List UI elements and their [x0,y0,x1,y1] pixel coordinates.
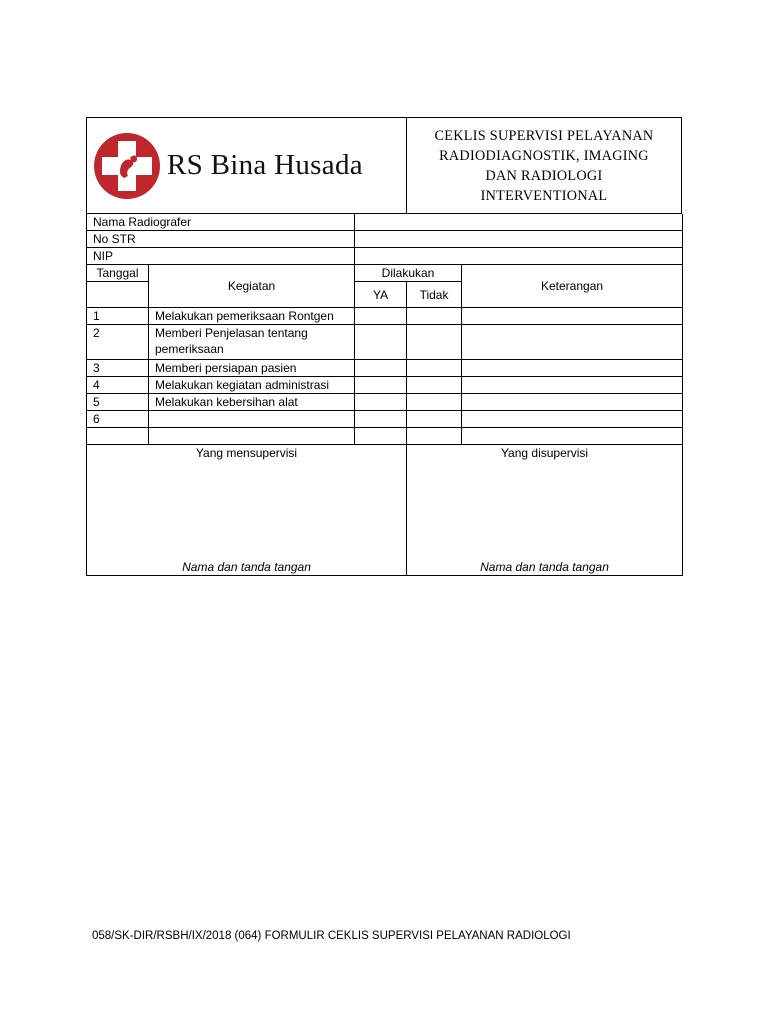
row-number: 2 [87,325,149,360]
ya-checkbox-cell[interactable] [355,308,407,325]
ya-checkbox-cell[interactable] [355,377,407,394]
supervisor-name-signature-label: Nama dan tanda tangan [182,560,311,574]
checklist-table [86,214,683,576]
nama-radiografer-label: Nama Radiografer [87,214,355,231]
row-activity: Melakukan kebersihan alat [149,394,355,411]
row-number[interactable] [87,428,149,445]
table-row [87,394,683,411]
title-line: RADIODIAGNOSTIK, IMAGING [439,147,649,164]
tidak-checkbox-cell[interactable] [407,308,462,325]
form-header [86,117,682,214]
title-line: INTERVENTIONAL [480,187,608,204]
row-activity: Memberi Penjelasan tentang pemeriksaan [149,325,355,360]
dilakukan-header: Dilakukan [355,265,462,282]
table-row [87,360,683,377]
keterangan-cell[interactable] [462,308,683,325]
row-number: 1 [87,308,149,325]
ya-checkbox-cell[interactable] [355,360,407,377]
ya-checkbox-cell[interactable] [355,325,407,360]
keterangan-cell[interactable] [462,411,683,428]
supervisor-signature-box[interactable] [87,445,407,576]
supervisee-name-signature-label: Nama dan tanda tangan [480,560,609,574]
keterangan-header: Keterangan [462,265,683,308]
ya-header: YA [355,282,407,308]
table-row [87,411,683,428]
row-number: 3 [87,360,149,377]
tidak-checkbox-cell[interactable] [407,411,462,428]
keterangan-cell[interactable] [462,377,683,394]
table-row [87,325,683,360]
ya-checkbox-cell[interactable] [355,394,407,411]
row-activity: Memberi persiapan pasien [149,360,355,377]
no-str-label: No STR [87,231,355,248]
supervisor-title: Yang mensupervisi [195,446,298,460]
row-number: 6 [87,411,149,428]
ya-checkbox-cell[interactable] [355,411,407,428]
checklist-form [86,117,682,576]
ya-checkbox-cell[interactable] [355,428,407,445]
supervisee-signature-box[interactable] [407,445,683,576]
kegiatan-header: Kegiatan [149,265,355,308]
keterangan-cell[interactable] [462,428,683,445]
nama-radiografer-field[interactable] [355,214,683,231]
row-activity[interactable] [149,428,355,445]
hospital-cross-logo-icon [93,132,161,200]
tidak-checkbox-cell[interactable] [407,394,462,411]
row-number: 5 [87,394,149,411]
no-str-field[interactable] [355,231,683,248]
form-title [407,118,681,213]
keterangan-cell[interactable] [462,325,683,360]
table-row [87,377,683,394]
table-row [87,428,683,445]
document-footer-code: 058/SK-DIR/RSBH/IX/2018 (064) FORMULIR CEKLIS SUPERVISI PELAYANAN RADIOLOGI [92,930,571,942]
hospital-name: RS Bina Husada [167,149,363,181]
tidak-checkbox-cell[interactable] [407,325,462,360]
title-line: DAN RADIOLOGI [485,167,603,184]
title-line: CEKLIS SUPERVISI PELAYANAN [434,127,654,144]
tanggal-subheader [87,282,149,308]
row-activity: Melakukan pemeriksaan Rontgen [149,308,355,325]
signature-row [87,445,683,576]
tidak-header: Tidak [407,282,462,308]
tidak-checkbox-cell[interactable] [407,428,462,445]
keterangan-cell[interactable] [462,394,683,411]
tidak-checkbox-cell[interactable] [407,377,462,394]
row-number: 4 [87,377,149,394]
info-row [87,248,683,265]
tanggal-header: Tanggal [87,265,149,282]
hospital-logo [87,118,407,213]
table-header-row [87,265,683,282]
nip-label: NIP [87,248,355,265]
tidak-checkbox-cell[interactable] [407,360,462,377]
info-row [87,214,683,231]
nip-field[interactable] [355,248,683,265]
table-row [87,308,683,325]
row-activity: Melakukan kegiatan administrasi [149,377,355,394]
row-activity[interactable] [149,411,355,428]
keterangan-cell[interactable] [462,360,683,377]
info-row [87,231,683,248]
supervisee-title: Yang disupervisi [500,446,589,460]
